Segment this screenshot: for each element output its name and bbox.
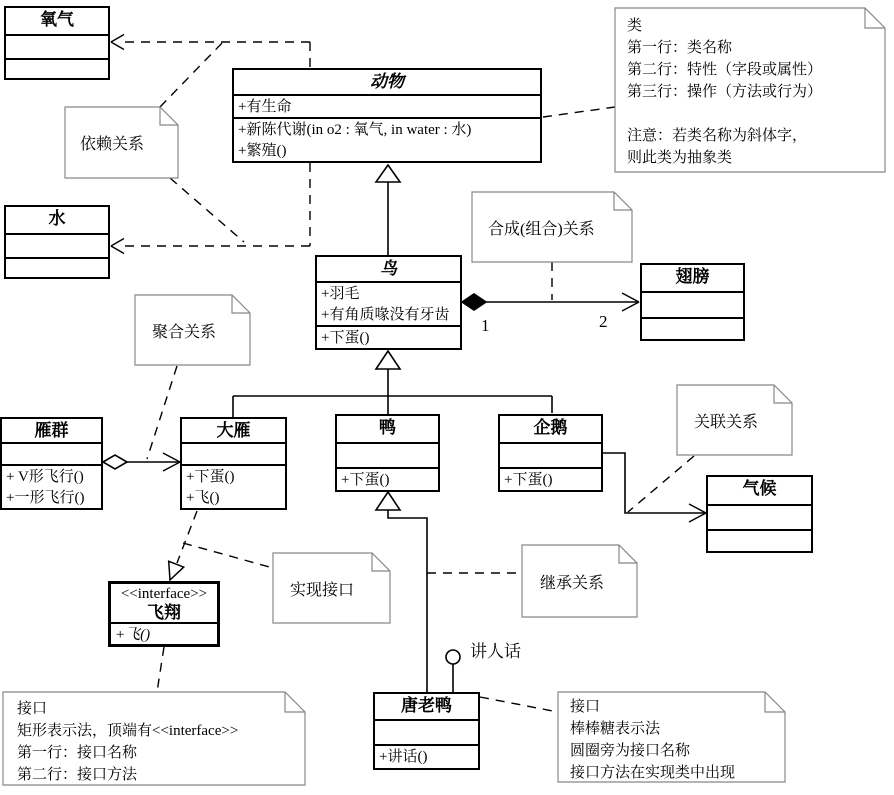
class-name-wing: 翅膀	[675, 267, 710, 286]
class-name-bird: 鸟	[380, 259, 397, 278]
attributes-compartment	[6, 233, 108, 257]
realization-connector	[169, 511, 197, 580]
interface-name-fly: 飞翔	[147, 603, 181, 622]
note-interface-lollipop: 接口 棒棒糖表示法 圆圈旁为接口名称 接口方法在实现类中出现	[570, 699, 736, 781]
operation: +下蛋()	[321, 330, 370, 346]
generalization-bird-animal	[376, 165, 400, 255]
association-connector	[603, 453, 706, 522]
operations-compartment	[111, 622, 217, 645]
operations-compartment	[375, 744, 478, 768]
note-inheritance: 继承关系	[540, 574, 605, 592]
attributes-compartment	[642, 291, 743, 317]
operations-compartment	[2, 464, 101, 508]
class-box-oxygen	[4, 6, 110, 80]
class-name-penguin: 企鹅	[533, 418, 568, 437]
class-name-water: 水	[48, 209, 66, 228]
class-box-water	[4, 205, 110, 279]
operations-compartment	[642, 317, 743, 339]
attributes-compartment	[234, 94, 540, 118]
class-box-donald-duck	[373, 692, 480, 770]
class-box-flock	[0, 417, 103, 510]
generalization-tree	[233, 351, 552, 417]
lollipop-interface-label: 讲人话	[470, 642, 521, 661]
lollipop-interface	[446, 650, 460, 692]
aggregation-connector	[103, 453, 180, 471]
multiplicity-label-right: 2	[599, 312, 608, 331]
operation: +一形飞行()	[6, 490, 85, 506]
operation: +讲话()	[379, 749, 428, 765]
operations-compartment	[6, 257, 108, 277]
operations-compartment	[6, 58, 108, 78]
class-box-animal	[232, 68, 542, 163]
dependency-arrow-water	[111, 239, 124, 254]
composition-connector	[462, 293, 639, 311]
class-box-penguin	[498, 414, 603, 492]
attribute: +有生命	[238, 98, 292, 115]
class-box-duck	[335, 414, 440, 492]
note-dependency: 依赖关系	[80, 136, 145, 153]
multiplicity-label-left: 1	[481, 316, 490, 335]
operations-compartment	[337, 467, 438, 490]
operations-compartment	[708, 529, 811, 551]
class-name-goose: 大雁	[216, 421, 251, 440]
note-realization: 实现接口	[290, 581, 355, 599]
note-composition: 合成(组合)关系	[488, 220, 595, 238]
attributes-compartment	[182, 442, 285, 464]
operations-compartment	[500, 467, 601, 490]
interface-box-fly	[108, 581, 220, 647]
class-box-wing	[640, 263, 745, 341]
operation: +新陈代谢(in o2 : 氧气, in water : 水)	[238, 122, 472, 138]
note-association: 关联关系	[694, 413, 759, 431]
operation: + V形飞行()	[6, 469, 84, 485]
class-name-donald-duck: 唐老鸭	[401, 696, 452, 715]
class-name-duck: 鸭	[379, 418, 396, 437]
attribute: +有角质喙没有牙齿	[321, 307, 450, 323]
attributes-compartment	[2, 442, 101, 464]
operation: +下蛋()	[186, 469, 235, 485]
class-name-flock: 雁群	[34, 421, 69, 440]
class-name-oxygen: 氧气	[40, 10, 74, 29]
dependency-connector-oxygen	[120, 42, 310, 68]
note-aggregation: 聚合关系	[152, 323, 217, 341]
attributes-compartment	[6, 34, 108, 58]
attribute: +羽毛	[321, 286, 360, 302]
class-box-goose	[180, 417, 287, 510]
operations-compartment	[182, 464, 285, 508]
class-name-animal: 动物	[370, 72, 404, 91]
dependency-arrow-oxygen	[111, 35, 124, 50]
operation: +下蛋()	[341, 472, 390, 488]
operations-compartment	[234, 117, 540, 161]
interface-header	[111, 584, 217, 622]
attributes-compartment	[500, 442, 601, 468]
attributes-compartment	[317, 281, 460, 325]
attributes-compartment	[708, 504, 811, 529]
operations-compartment	[317, 325, 460, 348]
operation: +飞()	[186, 490, 220, 506]
class-name-climate: 气候	[742, 479, 777, 498]
operation: +飞()	[115, 627, 151, 643]
class-box-climate	[706, 475, 813, 553]
operation: +繁殖()	[238, 143, 287, 159]
interface-stereotype: <<interface>>	[120, 586, 208, 602]
attributes-compartment	[375, 719, 478, 744]
class-box-bird	[315, 255, 462, 350]
note-class-legend: 类 第一行：类名称 第二行：特性（字段或属性） 第三行：操作（方法或行为） 注意：若类名称为斜体字， 则此类为抽象类	[627, 18, 823, 166]
attributes-compartment	[337, 442, 438, 468]
operation: +下蛋()	[504, 472, 553, 488]
note-interface-rect: 接口 矩形表示法，顶端有<<interface>> 第一行：接口名称 第二行：接口方法	[17, 701, 239, 783]
